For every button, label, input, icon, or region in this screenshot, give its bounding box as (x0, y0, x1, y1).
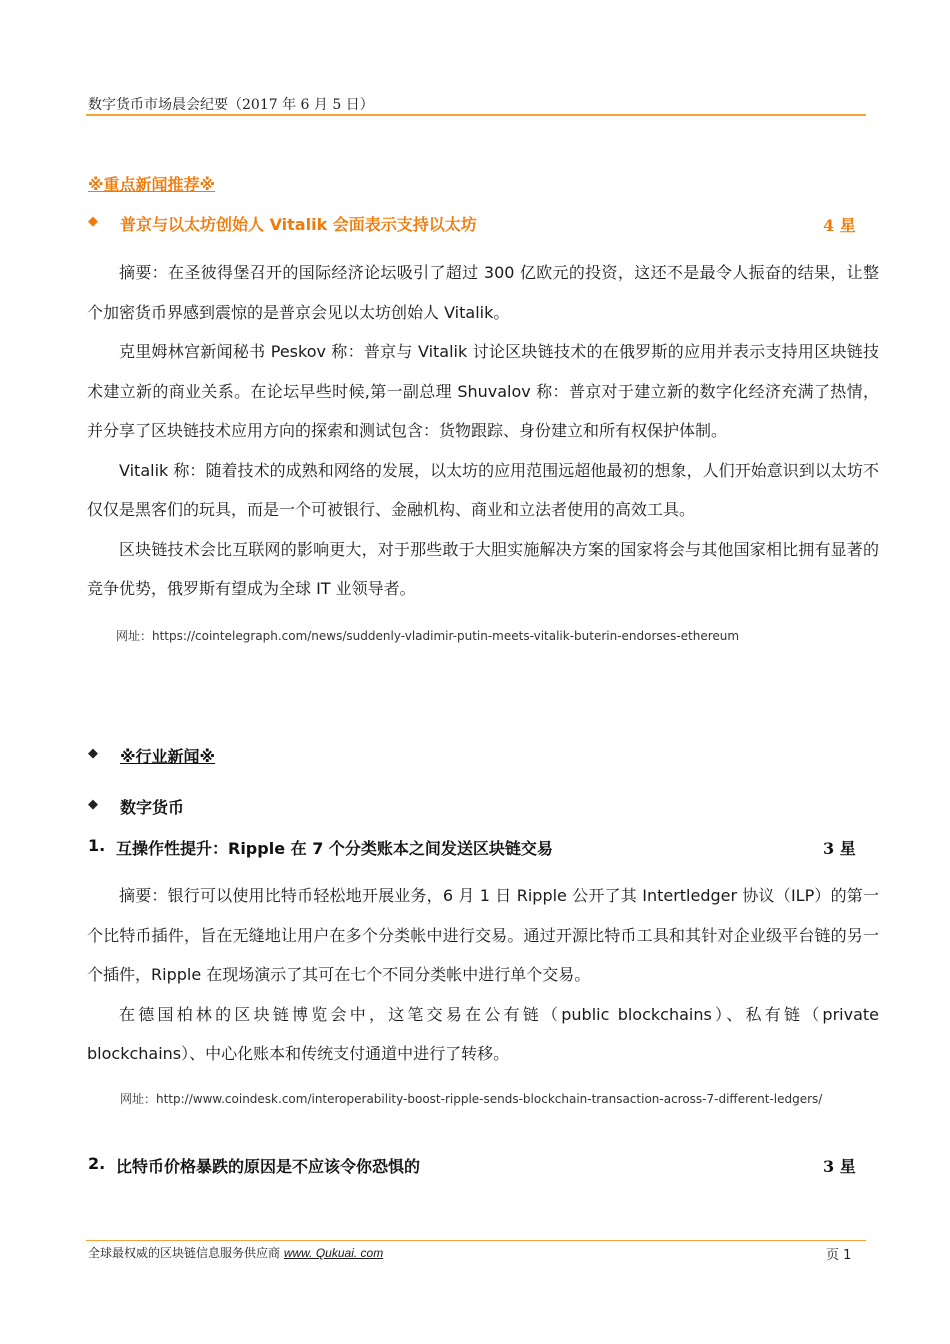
news-headline: 比特币价格暴跌的原因是不应该令你恐惧的 (116, 1157, 421, 1176)
featured-paragraph: 克里姆林宫新闻秘书 Peskov 称：普京与 Vitalik 讨论区块链技术的在俄罗斯的应用并表示支持用区块链技术建立新的商业关系。在论坛早些时候,第一副总理 Shuvalov 称：普京对于建立新的数字化经济充满了热情，并分享了区块链技术应用方向的探索和测试包含：货物跟踪、身份建立和所有权保护体制。 (87, 342, 879, 440)
footer-tagline (88, 1244, 383, 1261)
news-rating: 3 星 (823, 839, 856, 858)
news-number: 1. (88, 836, 106, 855)
footer-divider (86, 1240, 866, 1241)
diamond-bullet-icon: ◆ (88, 797, 98, 812)
news-paragraph: 在德国柏林的区块链博览会中，这笔交易在公有链（public blockchains）、私有链（private blockchains）、中心化账本和传统支付通道中进行了转移。 (87, 1004, 879, 1063)
header-title: 数字货币市场晨会纪要（2017 年 6 月 5 日） (88, 97, 374, 113)
news-number: 2. (88, 1154, 106, 1173)
news-body (87, 876, 879, 1074)
featured-paragraph: 区块链技术会比互联网的影响更大，对于那些敢于大胆实施解决方案的国家将会与其他国家相比拥有显著的竞争优势，俄罗斯有望成为全球 IT 业领导者。 (87, 539, 879, 598)
category-heading: 数字货币 (120, 798, 185, 817)
news-url[interactable]: 网址：http://www.coindesk.com/interoperability-boost-ripple-sends-blockchain-transaction-across-7-different-ledgers/ (120, 1092, 823, 1106)
featured-body (87, 253, 879, 609)
news-headline: 互操作性提升：Ripple 在 7 个分类账本之间发送区块链交易 (116, 839, 553, 858)
diamond-bullet-icon: ◆ (88, 214, 98, 229)
page-number: 页 1 (826, 1248, 852, 1263)
footer-link[interactable]: www. Qukuai. com (283, 1246, 384, 1260)
industry-section-label: ※行业新闻※ (120, 747, 216, 766)
header-divider (86, 114, 866, 116)
featured-paragraph: 摘要：在圣彼得堡召开的国际经济论坛吸引了超过 300 亿欧元的投资，这还不是最令人振奋的结果，让整个加密货币界感到震惊的是普京会见以太坊创始人 Vitalik。 (87, 263, 879, 322)
footer-text: 全球最权威的区块链信息服务供应商 (88, 1246, 284, 1260)
news-paragraph: 摘要：银行可以使用比特币轻松地开展业务，6 月 1 日 Ripple 公开了其 Intertledger 协议（ILP）的第一个比特币插件，旨在无缝地让用户在多个分类帐中进行交易。通过开源比特币工具和其针对企业级平台链的另一个插件，Ripple 在现场演示了其可在七个不同分类帐中进行单个交易。 (87, 886, 879, 984)
news-rating: 3 星 (823, 1157, 856, 1176)
featured-rating: 4 星 (823, 216, 856, 235)
featured-url[interactable]: 网址：https://cointelegraph.com/news/suddenly-vladimir-putin-meets-vitalik-buterin-endorses-ethereum (116, 629, 740, 643)
featured-headline: 普京与以太坊创始人 Vitalik 会面表示支持以太坊 (120, 215, 477, 234)
featured-paragraph: Vitalik 称：随着技术的成熟和网络的发展，以太坊的应用范围远超他最初的想象，人们开始意识到以太坊不仅仅是黑客们的玩具，而是一个可被银行、金融机构、商业和立法者使用的高效工具。 (87, 460, 879, 519)
diamond-bullet-icon: ◆ (88, 746, 98, 761)
featured-section-label: ※重点新闻推荐※ (88, 175, 216, 194)
